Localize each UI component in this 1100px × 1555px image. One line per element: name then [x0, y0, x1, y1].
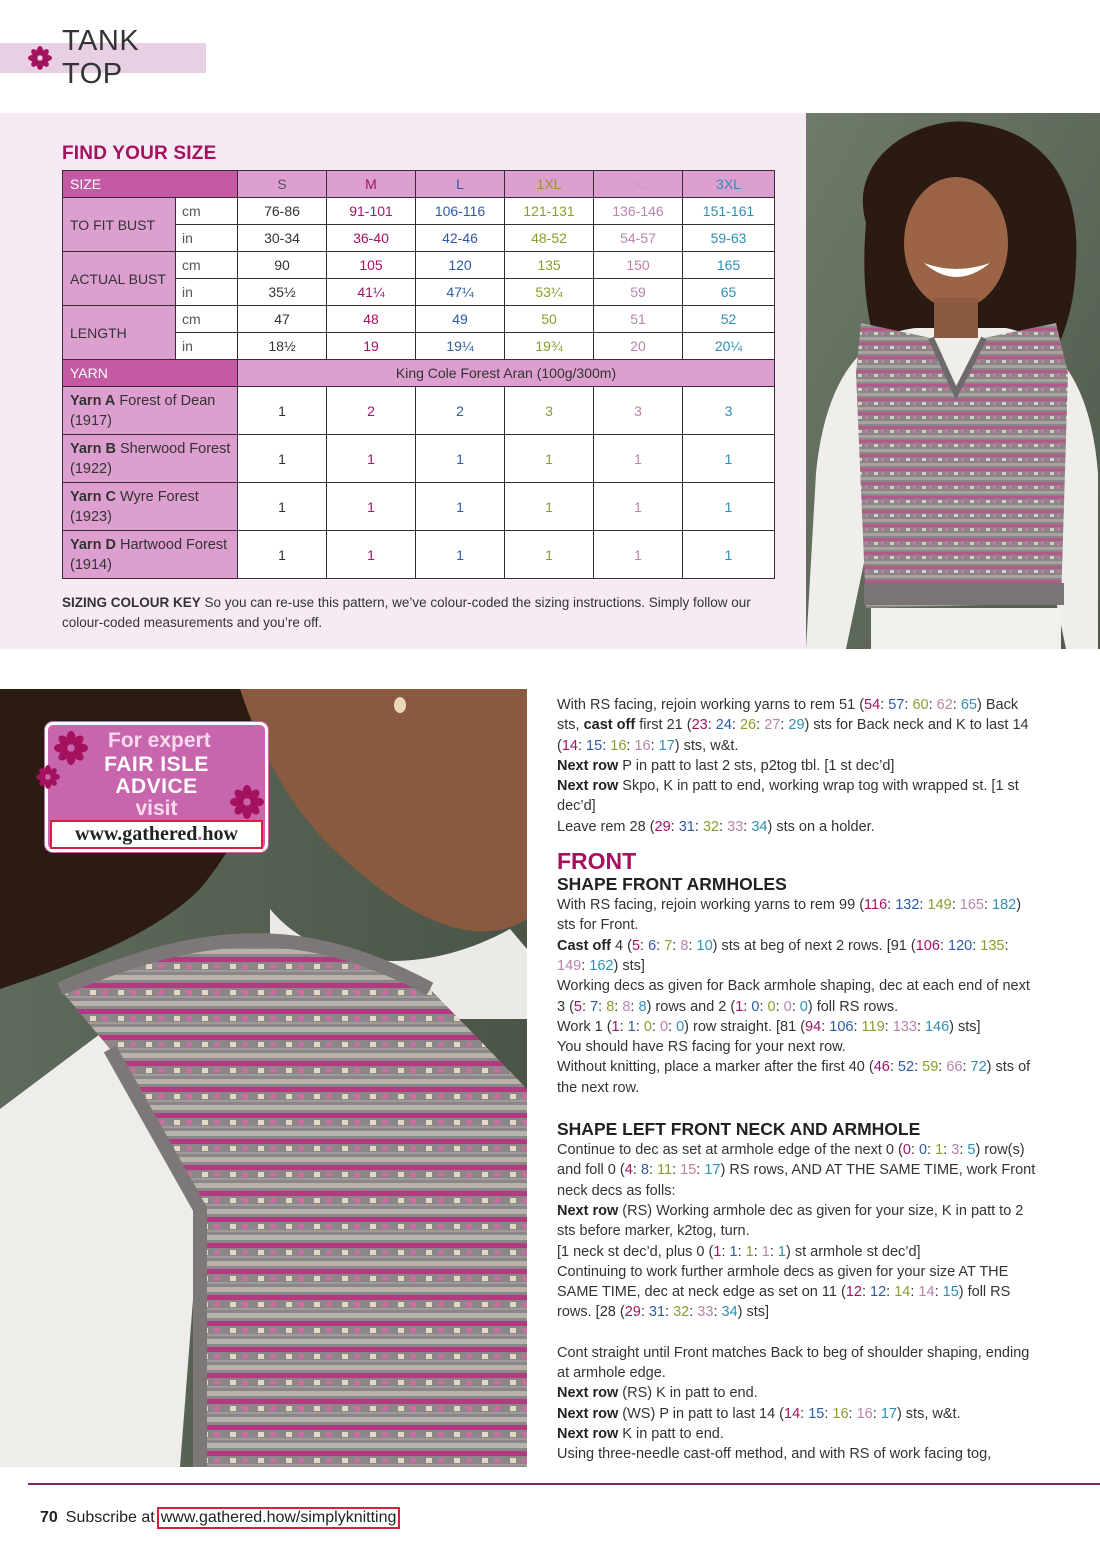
- measurement-value: 49: [416, 306, 505, 333]
- yarn-quantity: 1: [238, 435, 327, 483]
- paragraph: [1 neck st dec’d, plus 0 (1: 1: 1: 1: 1) st armhole st dec’d]: [557, 1243, 921, 1260]
- measurement-value: 52: [683, 306, 775, 333]
- measurement-value: 42-46: [416, 225, 505, 252]
- yarn-quantity: 1: [594, 531, 683, 579]
- measurement-value: 36-40: [327, 225, 416, 252]
- subheading-front-armholes: SHAPE FRONT ARMHOLES: [557, 874, 787, 895]
- fair-isle-advice-badge[interactable]: [45, 722, 268, 852]
- yarn-label-cell: [63, 531, 238, 579]
- yarn-quantity: 1: [416, 483, 505, 531]
- yarn-body: [63, 387, 775, 579]
- measurement-row: [63, 198, 775, 225]
- yarn-quantity: 1: [505, 483, 594, 531]
- flower-icon: [28, 46, 52, 70]
- measurement-value: 20: [594, 333, 683, 360]
- footer-text: Subscribe at: [65, 1509, 155, 1526]
- badge-line4: visit: [135, 797, 178, 820]
- measurement-value: 18½: [238, 333, 327, 360]
- paragraph: With RS facing, rejoin working yarns to rem 99 (116: 132: 149: 165: 182) sts for Front.: [557, 897, 1022, 934]
- paragraph: Next row K in patt to end.: [557, 1425, 724, 1442]
- unit-cell: cm: [176, 198, 238, 225]
- yarn-quantity: 3: [594, 387, 683, 435]
- unit-cell: in: [176, 333, 238, 360]
- yarn-shade-code: (1914): [70, 556, 112, 573]
- measurement-value: 120: [416, 252, 505, 279]
- subheading-left-front-neck: SHAPE LEFT FRONT NECK AND ARMHOLE: [557, 1119, 921, 1140]
- yarn-label-cell: [63, 387, 238, 435]
- badge-line2: FAIR ISLE: [104, 753, 209, 776]
- measurement-value: 76-86: [238, 198, 327, 225]
- measurement-value: 48-52: [505, 225, 594, 252]
- yarn-quantity: 2: [327, 387, 416, 435]
- yarn-shade-name: Wyre Forest: [115, 488, 199, 505]
- yarn-quantity: 1: [238, 483, 327, 531]
- pattern-instructions: [557, 695, 1037, 1465]
- measurement-value: 19¾: [505, 333, 594, 360]
- measurement-value: 41¼: [327, 279, 416, 306]
- measurement-value: 135: [505, 252, 594, 279]
- footer: [40, 1507, 400, 1529]
- size-2xl: 2XL: [594, 171, 683, 198]
- yarn-quantity: 1: [327, 483, 416, 531]
- measurement-value: 121-131: [505, 198, 594, 225]
- measurement-value: 59-63: [683, 225, 775, 252]
- page-title: TANK TOP: [62, 25, 140, 90]
- yarn-quantity: 1: [505, 531, 594, 579]
- measurement-row: [63, 306, 775, 333]
- yarn-row: [63, 531, 775, 579]
- measurement-value: 47: [238, 306, 327, 333]
- yarn-quantity: 1: [683, 531, 775, 579]
- yarn-quantity: 1: [416, 435, 505, 483]
- measurement-value: 19: [327, 333, 416, 360]
- measurement-value: 20¼: [683, 333, 775, 360]
- paragraph: Working decs as given for Back armhole shaping, dec at each end of next 3 (5: 7: 8: 8: 8) rows and 2 (1: 0: 0: 0: 0) foll RS rows.: [557, 978, 1030, 1015]
- key-description: So you can re-use this pattern, we’ve colour-coded the sizing instructions. Simply follow our colour-coded measurements and you’re off.: [62, 595, 751, 630]
- yarn-quantity: 1: [505, 435, 594, 483]
- yarn-quantity: 1: [683, 483, 775, 531]
- yarn-quantity: 1: [416, 531, 505, 579]
- yarn-quantity: 2: [416, 387, 505, 435]
- measurement-value: 48: [327, 306, 416, 333]
- measurement-value: 136-146: [594, 198, 683, 225]
- measurement-value: 90: [238, 252, 327, 279]
- yarn-quantity: 1: [594, 435, 683, 483]
- measurement-value: 30-34: [238, 225, 327, 252]
- paragraph: Next row Skpo, K in patt to end, working wrap tog with wrapped st. [1 st dec’d]: [557, 778, 1019, 815]
- yarn-row: [63, 387, 775, 435]
- yarn-quantity: 1: [594, 483, 683, 531]
- yarn-shade-code: (1922): [70, 460, 112, 477]
- paragraph: Leave rem 28 (29: 31: 32: 33: 34) sts on a holder.: [557, 818, 875, 835]
- unit-cell: in: [176, 279, 238, 306]
- yarn-quantity: 1: [327, 435, 416, 483]
- yarn-shade-name: Sherwood Forest: [115, 440, 231, 457]
- section-heading-front: FRONT: [557, 848, 637, 875]
- measurement-value: 106-116: [416, 198, 505, 225]
- measurement-value: 50: [505, 306, 594, 333]
- size-m: M: [327, 171, 416, 198]
- unit-cell: in: [176, 225, 238, 252]
- yarn-label-cell: [63, 483, 238, 531]
- paragraph: With RS facing, rejoin working yarns to rem 51 (54: 57: 60: 62: 65) Back sts, cast off first 21 (23: 24: 26: 27: 29) sts for Back neck and K to last 14 (14: 15: 16: 16: 17) sts, w&t.: [557, 697, 1029, 754]
- yarn-letter: Yarn B: [70, 440, 116, 457]
- paragraph: Continuing to work further armhole decs as given for your size AT THE SAME TIME, dec at neck edge as set on 11 (12: 12: 14: 14: 15) foll RS rows. [28 (29: 31: 32: 33: 34) sts]: [557, 1263, 1011, 1321]
- model-photo-illustration: [806, 113, 1100, 649]
- page-number: 70: [40, 1509, 58, 1526]
- measurement-label: ACTUAL BUST: [63, 252, 176, 306]
- paragraph: Continue to dec as set at armhole edge of the next 0 (0: 0: 1: 3: 5) row(s) and foll 0 (4: 8: 11: 15: 17) RS rows, AND AT THE SAME TIME, work Front neck decs as folls:: [557, 1142, 1036, 1199]
- yarn-letter: Yarn A: [70, 392, 116, 409]
- size-3xl: 3XL: [683, 171, 775, 198]
- subscribe-link[interactable]: www.gathered.how/simplyknitting: [157, 1507, 401, 1529]
- measurement-value: 53¼: [505, 279, 594, 306]
- paragraph: Next row (RS) K in patt to end.: [557, 1385, 758, 1402]
- size-label: SIZE: [63, 171, 238, 198]
- yarn-row: [63, 435, 775, 483]
- footer-divider: [28, 1483, 1100, 1485]
- section-tab: [0, 25, 206, 90]
- measurement-value: 165: [683, 252, 775, 279]
- paragraph: Without knitting, place a marker after the first 40 (46: 52: 59: 66: 72) sts of the next row.: [557, 1059, 1031, 1096]
- paragraph: Next row (WS) P in patt to last 14 (14: 15: 16: 16: 17) sts, w&t.: [557, 1405, 961, 1422]
- measurement-value: 65: [683, 279, 775, 306]
- key-label: SIZING COLOUR KEY: [62, 595, 201, 610]
- yarn-letter: Yarn D: [70, 536, 116, 553]
- yarn-label: YARN: [63, 360, 238, 387]
- measurement-value: 35½: [238, 279, 327, 306]
- yarn-shade-name: Forest of Dean: [115, 392, 216, 409]
- yarn-quantity: 3: [683, 387, 775, 435]
- measurement-value: 150: [594, 252, 683, 279]
- badge-line1: For expert: [108, 729, 211, 752]
- yarn-quantity: 1: [683, 435, 775, 483]
- sizing-colour-key: [62, 593, 762, 633]
- yarn-quantity: 3: [505, 387, 594, 435]
- yarn-shade-name: Hartwood Forest: [115, 536, 228, 553]
- measurement-value: 105: [327, 252, 416, 279]
- size-table: [62, 170, 775, 579]
- paragraph: Next row (RS) Working armhole dec as given for your size, K in patt to 2 sts before marker, k2tog, turn.: [557, 1202, 1024, 1240]
- size-header-row: [63, 171, 775, 198]
- size-s: S: [238, 171, 327, 198]
- paragraph: Work 1 (1: 1: 0: 0: 0) row straight. [81 (94: 106: 119: 133: 146) sts]: [557, 1018, 981, 1035]
- yarn-name: King Cole Forest Aran (100g/300m): [238, 360, 775, 387]
- badge-url-dot: .: [197, 823, 203, 845]
- model-photo-top: [806, 113, 1100, 649]
- size-l: L: [416, 171, 505, 198]
- badge-url-a: www.gathered: [75, 823, 198, 845]
- paragraph: Cast off 4 (5: 6: 7: 8: 10) sts at beg of next 2 rows. [91 (106: 120: 135: 149: 162) sts]: [557, 937, 1009, 974]
- measurement-value: 54-57: [594, 225, 683, 252]
- measurement-value: 19¼: [416, 333, 505, 360]
- yarn-label-cell: [63, 435, 238, 483]
- measurement-label: TO FIT BUST: [63, 198, 176, 252]
- yarn-shade-code: (1917): [70, 412, 112, 429]
- paragraph: You should have RS facing for your next row.: [557, 1039, 846, 1056]
- paragraph: Using three-needle cast-off method, and with RS of work facing tog,: [557, 1446, 992, 1463]
- yarn-letter: Yarn C: [70, 488, 116, 505]
- yarn-header-row: [63, 360, 775, 387]
- size-1xl: 1XL: [505, 171, 594, 198]
- measurement-row: [63, 252, 775, 279]
- measurement-label: LENGTH: [63, 306, 176, 360]
- yarn-quantity: 1: [327, 531, 416, 579]
- measurement-value: 91-101: [327, 198, 416, 225]
- yarn-quantity: 1: [238, 387, 327, 435]
- badge-url-link[interactable]: [50, 820, 263, 849]
- paragraph: Cont straight until Front matches Back to beg of shoulder shaping, ending at armhole edge.: [557, 1344, 1030, 1382]
- unit-cell: cm: [176, 252, 238, 279]
- yarn-shade-code: (1923): [70, 508, 112, 525]
- badge-line3: ADVICE: [115, 775, 198, 798]
- yarn-quantity: 1: [238, 531, 327, 579]
- measurement-value: 151-161: [683, 198, 775, 225]
- measurement-value: 47¼: [416, 279, 505, 306]
- unit-cell: cm: [176, 306, 238, 333]
- paragraph: Next row P in patt to last 2 sts, p2tog tbl. [1 st dec’d]: [557, 757, 895, 774]
- measurement-value: 51: [594, 306, 683, 333]
- badge-url-b: how: [202, 823, 238, 845]
- measurements-body: [63, 198, 775, 360]
- yarn-row: [63, 483, 775, 531]
- size-heading: FIND YOUR SIZE: [62, 143, 217, 164]
- measurement-value: 59: [594, 279, 683, 306]
